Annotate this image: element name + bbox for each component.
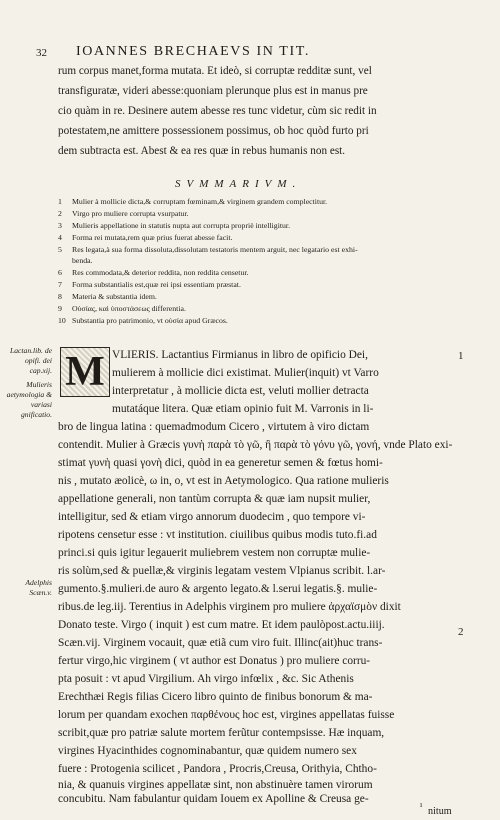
summary-item: 6 Res commodata,& deterior reddita, non reddita censetur. [58,268,249,277]
summary-item: 3 Mulieris appellatione in statutis nupta aut corrupta propriè intelligitur. [58,221,291,230]
text-line: contendit. Mulier à Græcis γυνὴ παρὰ τὸ γῶ, ἢ παρὰ τὸ γόνυ γῶ, γονή, vnde Plato exi- [58,439,453,451]
margin-note: Mulieris aetymologia & variasi gnificatio. [6,380,52,419]
text-line: fertur virgo,hic virginem ( vt author est Donatus ) pro muliere corru- [58,655,371,667]
text-line: fuere : Protogenia scilicet , Pandora , Procris,Creusa, Orithyia, Chtho- [58,763,377,775]
text-line: nis , mutato æolicè, ω in, ο, vt est in Aetymologico. Qua ratione mulieris [58,475,389,487]
text-line: princi.si quis igitur legauerit muliebrem vestem non corruptæ mulie- [58,547,371,559]
text-line: rum corpus manet,forma mutata. Et ideò, si corruptæ redditæ sunt, vel [58,65,372,77]
margin-number: 1 [458,350,464,362]
text-line: transfiguratæ, videri abesse:quoniam plerunque plus est in manus pre [58,85,368,97]
text-line: virgines Hyacinthides cognominabantur, quæ quidem numero sex [58,745,357,757]
text-line: Erechthæi Regis filias Cicero libro quinto de finibus bonorum & ma- [58,691,373,703]
signature-mark: ı [420,800,423,809]
text-line: VLIERIS. Lactantius Firmianus in libro de opificio Dei, [112,349,368,361]
text-line: ripotens censetur esse : vt institution. ciuilibus quibus modis tuto.fi.ad [58,529,377,541]
text-line: lorum per quandam exochen παρθένους hoc est, virgines appellatas fuisse [58,709,395,721]
text-line: pta posuit : vt apud Virgilium. Ah virgo infœlix , &c. Sic Athenis [58,673,354,685]
text-line: bro de lingua latina : quemadmodum Cicero , virtutem à viro dictam [58,421,370,433]
margin-number: 2 [458,626,464,638]
text-line: Scæn.vij. Virginem vocauit, quæ etiã cum viro fuit. Illinc(ait)huc trans- [58,637,383,649]
text-line: interpretatur , à mollicie dicta est, veluti mollier detracta [112,385,369,397]
text-line: scribit,quæ pro patriæ salute mortem ferũtur contempsisse. Hæ inquam, [58,727,385,739]
margin-note: Lactan.lib. de opifi. dei cap.xij. [10,346,52,375]
summary-item: 7 Forma substantialis est,quæ rei ipsi essentiam præstat. [58,280,241,289]
summary-item: benda. [72,256,93,265]
summary-heading: SVMMARIVM. [175,178,302,190]
text-line: appellatione generali, non tantùm corrupta & quæ iam nupsit mulier, [58,493,371,505]
text-line: mutatáque litera. Quæ etiam opinio fuit M. Varronis in li- [112,403,374,415]
text-line: ribus.de leg.iij. Terentius in Adelphis virginem pro muliere ἀρχαϊσμὸν dixit [58,601,401,613]
text-line: dem subtracta est. Abest & ea res quæ in rebus humanis non est. [58,145,346,157]
text-line: mulierem à mollicie dici existimat. Mulier(inquit) vt Varro [112,367,379,379]
summary-item: 5 Res legata,à sua forma dissoluta,dissolutam testatoris mentem arguit, nec legatario est exhi- [58,245,358,254]
summary-item: 8 Materia & substantia idem. [58,292,157,301]
summary-item: 4 Forma rei mutata,rem quæ prius fuerat abesse facit. [58,233,233,242]
page-number: 32 [36,47,47,59]
text-line: nia, & quanuis virgines appellatæ sint, non abstinuère tamen virorum [58,779,373,791]
running-title: IOANNES BRECHAEVS IN TIT. [76,44,310,59]
decorated-initial: M [60,347,110,397]
margin-note: Adelphis Scæn.v. [25,578,52,597]
summary-item: 2 Virgo pro muliere corrupta vsurpatur. [58,209,189,218]
text-line: cio quàm in re. Desinere autem abesse res tunc videtur, cùm sic redit in [58,105,377,117]
text-line: ris solùm,sed & puellæ,& virginis legatam vestem Vlpianus scribit. l.ar- [58,565,386,577]
text-line: Donato teste. Virgo ( inquit ) est cum matre. Et idem paulòpost.actu.iiij. [58,619,385,631]
text-line: potestatem,ne amittere possessionem possimus, ob hoc quòd furto pri [58,125,369,137]
text-line: stimat γυνὴ quasi γονὴ dici, quòd in ea generetur semen & fœtus homi- [58,457,383,469]
summary-item: 1 Mulier à mollicie dicta,& corruptam fœminam,& virginem grandem complectitur. [58,197,328,206]
text-line: intelligitur, sed & etiam virgo annorum duodecim , quo tempore vi- [58,511,366,523]
summary-item: 10 Substantia pro patrimonio, vt οὐσία apud Græcos. [58,316,228,325]
text-line: nitum [428,806,452,817]
text-line: gumento.§.mulieri.de auro & argento legato.& l.serui legatis.§. mulie- [58,583,378,595]
text-line: concubitu. Nam fabulantur quidam Iouem ex Apolline & Creusa ge- [58,793,369,805]
summary-item: 9 Οὐσίας, καὶ ὑποστάσεως differentia. [58,304,186,313]
